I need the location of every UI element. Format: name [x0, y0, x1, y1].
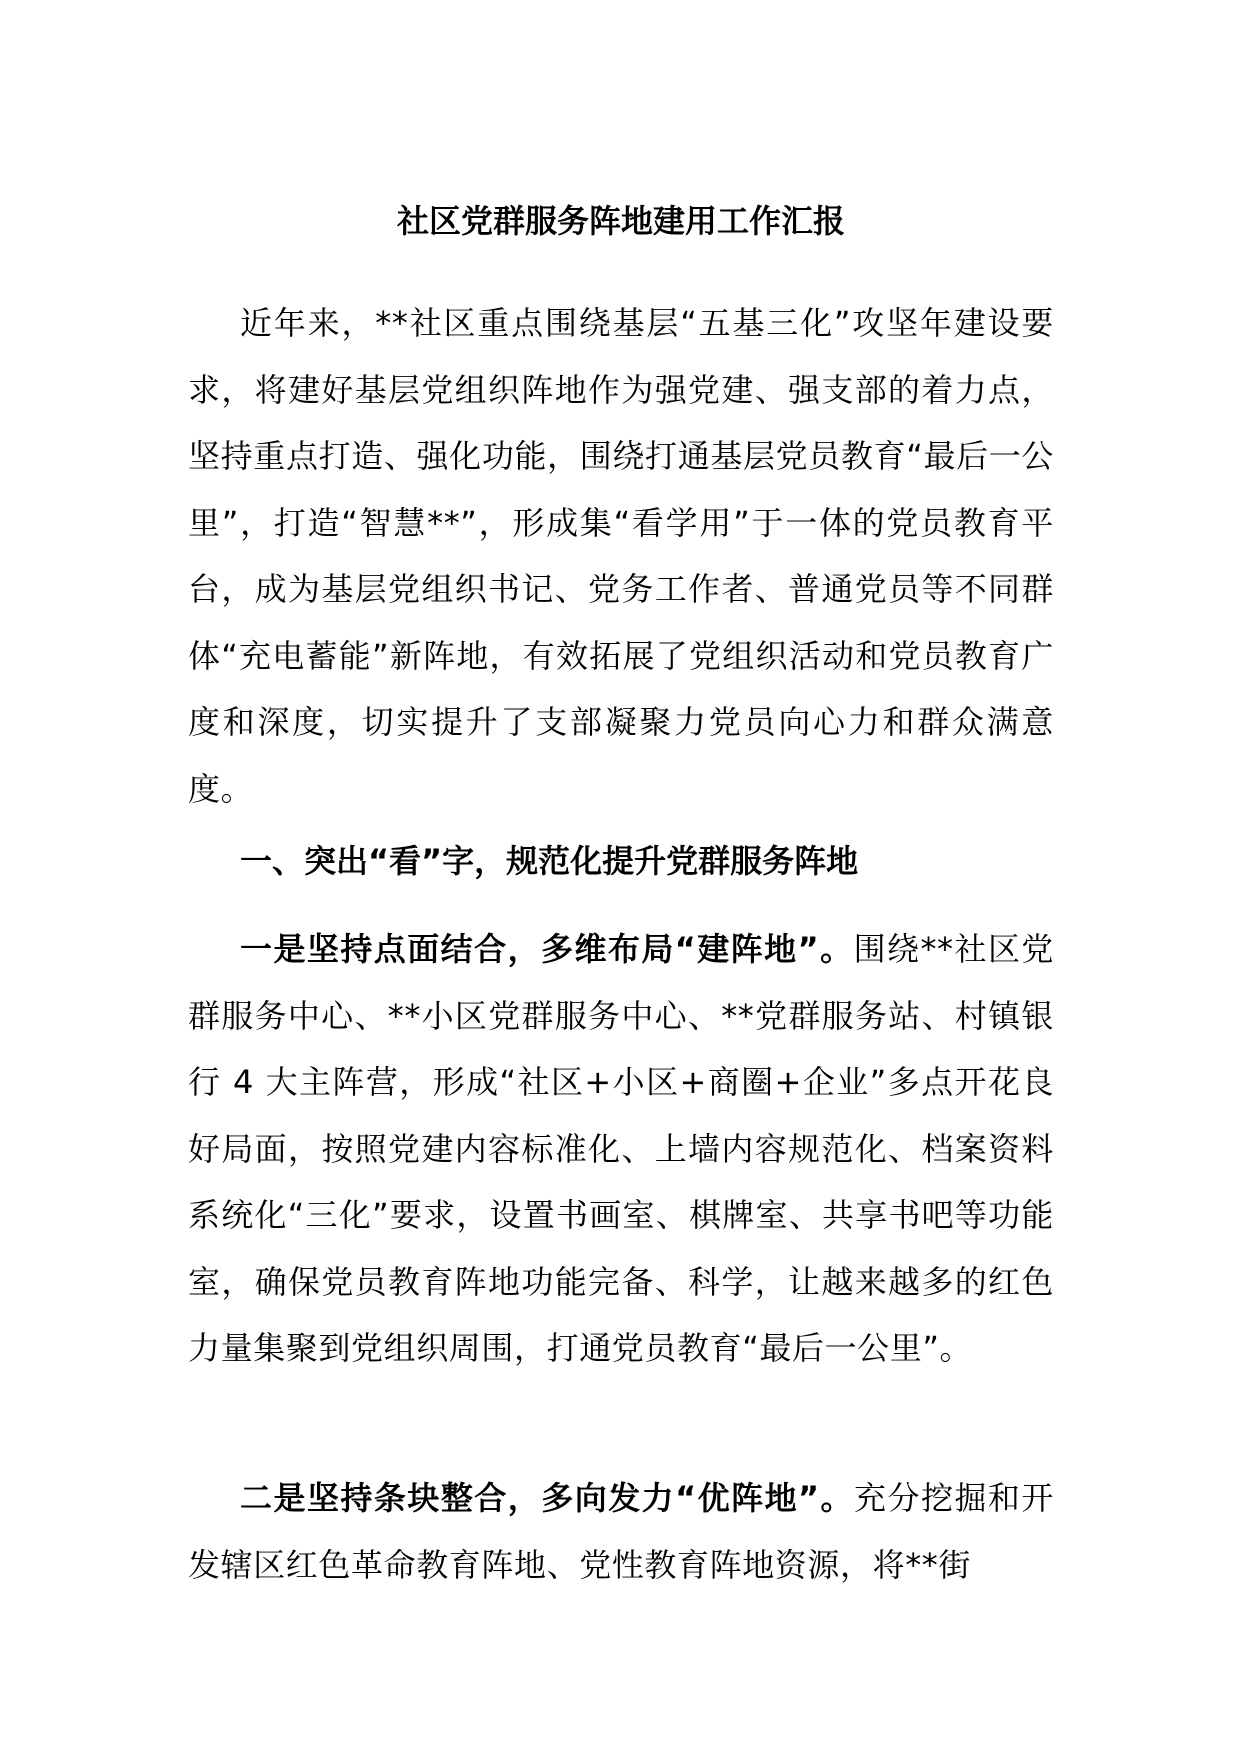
paragraph-lead: 一是坚持点面结合，多维布局“建阵地”。 [240, 930, 854, 968]
section-paragraph-2 [188, 1465, 1054, 1598]
intro-paragraph: 近年来，**社区重点围绕基层“五基三化”攻坚年建设要求，将建好基层党组织阵地作为强党建、强支部的着力点，坚持重点打造、强化功能，围绕打通基层党员教育“最后一公里”，打造“智慧**”，形成集“看学用”于一体的党员教育平台，成为基层党组织书记、党务工作者、普通党员等不同群体“充电蓄能”新阵地，有效拓展了党组织活动和党员教育广度和深度，切实提升了支部凝聚力党员向心力和群众满意度。 [188, 304, 1054, 808]
section-paragraph-1 [188, 916, 1054, 1382]
section-heading: 一、突出“看”字，规范化提升党群服务阵地 [240, 842, 859, 880]
paragraph-body: 围绕**社区党群服务中心、**小区党群服务中心、**党群服务站、村镇银行 4 大主阵营，形成“社区+小区+商圈+企业”多点开花良好局面，按照党建内容标准化、上墙内容规范化、档案资料系统化“三化”要求，设置书画室、棋牌室、共享书吧等功能室，确保党员教育阵地功能完备、科学，让越来越多的红色力量集聚到党组织周围，打通党员教育“最后一公里”。 [188, 930, 1054, 1367]
document-title: 社区党群服务阵地建用工作汇报 [396, 202, 845, 240]
document-page [188, 0, 1054, 1754]
paragraph-body: 充分挖掘和开发辖区红色革命教育阵地、党性教育阵地资源，将**街 [188, 1479, 1054, 1584]
paragraph-lead: 二是坚持条块整合，多向发力“优阵地”。 [240, 1479, 855, 1517]
